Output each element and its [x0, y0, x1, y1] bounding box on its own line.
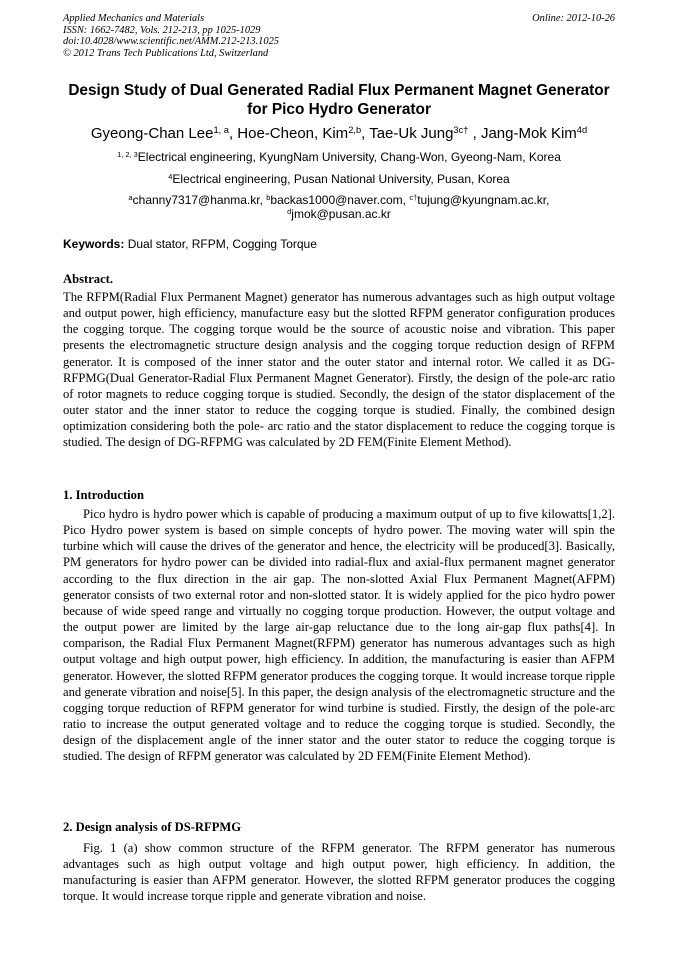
email-address: backas1000@naver.com, [270, 193, 410, 207]
abstract-heading: Abstract. [63, 272, 114, 286]
author-superscript: 1, a [213, 124, 229, 135]
email-superscript: a [128, 192, 133, 202]
issn-line: ISSN: 1662-7482, Vols. 212-213, pp 1025-1029 [63, 24, 261, 36]
journal-name: Applied Mechanics and Materials [63, 13, 205, 24]
abstract-text: The RFPM(Radial Flux Permanent Magnet) generator has numerous advantages such as high output voltage and output power, high efficiency, manufacture easy but the slotted RFPM generator configuration produces the cogging torque. The cogging torque would be the source of acoustic noise and vibration. This paper presents the electromagnetic structure design analysis and the cogging torque reduction design of RFPM generator. It is composed of the inner stator and the outer stator and internal rotor. We called it as DG-RFPMG(Dual Generator-Radial Flux Permanent Magnet Generator). Firstly, the design of the pole-arc ratio of rotor magnets to reduce cogging torque is studied. Secondly, the design of the stator displacement of the outer stator and the inner stator to reduce the cogging torque is studied. Finally, the combined design optimization considering both the pole- arc ratio and the stator displacement to reduce the cogging torque is studied. The design of DG-RFPMG was calculated by 2D FEM(Finite Element Method). [63, 290, 615, 450]
section2-heading: 2. Design analysis of DS-RFPMG [63, 820, 242, 834]
section2-text [63, 840, 615, 905]
affiliation-1 [63, 150, 615, 164]
email-superscript: b [266, 192, 271, 202]
author-separator: , [228, 125, 238, 142]
introduction-paragraph: Pico hydro is hydro power which is capable of producing a maximum output of up to five kilowatts[1,2]. Pico Hydro power system is based on simple concepts of hydro power. The moving water will spin the turbine which will cause the drives of the generator and hence, the electricity will be produced[3]. Basically, PM generators for hydro power can be divided into radial-flux and axial-flux permanent magnet generator according to the flux direction in the air gap. The non-slotted Axial Flux Permanent Magnet(AFPM) generator consists of two external rotor and non-slotted stator. It is widely applied for the pico hydro power because of wide speed range and virtually no cogging torque production. However, the output voltage and the output power are limited by the large air-gap reluctance due to the long air-gap flux paths[4]. In comparison, the Radial Flux Permanent Magnet(RFPM) generator has numerous advantages such as high output voltage and high output power, high efficiency. In addition, the manufacturing is easier than AFPM generator. However, the slotted RFPM generator produces the cogging torque. It would increase torque ripple and generate vibration and noise[5]. In this paper, the design analysis of the electromagnetic structure and the cogging torque reduction of RFPM generator for wind turbine is studied. Firstly, the design of the pole-arc ratio to increase the output generated voltage and to reduce the cogging torque is studied. Secondly, the design of the displacement angle of the inner stator and the outer stator to reduce the cogging torque is studied. The design of RFPM generator was calculated by 2D FEM(Finite Element Method). [63, 507, 615, 764]
keywords-label: Keywords: [63, 237, 125, 251]
affiliation-superscript: 1, 2, 3 [117, 149, 138, 159]
author-separator: , [361, 125, 370, 142]
author-name: Gyeong-Chan Lee [90, 125, 214, 142]
author-superscript: 2,b [348, 124, 362, 135]
email-superscript: d [287, 206, 292, 216]
email-list [63, 193, 615, 221]
section2-paragraph: Fig. 1 (a) show common structure of the RFPM generator. The RFPM generator has numerous advantages such as high output voltage and high output power, high efficiency. In addition, the manufacturing is easier than AFPM generator. However, the slotted RFPM generator produces the cogging torque. It would increase torque ripple and generate vibration and noise. [63, 841, 615, 904]
affiliation-text: Electrical engineering, KyungNam University, Chang-Won, Gyeong-Nam, Korea [137, 150, 561, 164]
author-name: Hoe-Cheon, Kim [237, 125, 349, 142]
email-line [63, 193, 615, 207]
copyright-line: © 2012 Trans Tech Publications Ltd, Switzerland [63, 47, 269, 59]
author-superscript: 3c† [453, 124, 469, 135]
doi-line: doi:10.4028/www.scientific.net/AMM.212-213.1025 [63, 36, 279, 48]
author-list [40, 124, 638, 144]
introduction-text [63, 506, 615, 765]
email-superscript: c† [409, 192, 418, 202]
online-date: Online: 2012-10-26 [532, 13, 615, 24]
author-superscript: 4d [576, 124, 588, 135]
paper-title: Design Study of Dual Generated Radial Flux Permanent Magnet Generator for Pico Hydro Generator [68, 82, 610, 118]
keywords-text: Dual stator, RFPM, Cogging Torque [127, 237, 317, 251]
affiliation-superscript: 4 [168, 171, 173, 181]
introduction-heading: 1. Introduction [63, 488, 144, 502]
journal-header [63, 13, 615, 59]
email-line [63, 207, 615, 221]
affiliation-text: Electrical engineering, Pusan National University, Pusan, Korea [172, 172, 510, 186]
email-address: jmok@pusan.ac.kr [291, 207, 391, 221]
email-address: channy7317@hanma.kr, [132, 193, 267, 207]
author-separator: , [468, 125, 481, 142]
email-address: tujung@kyungnam.ac.kr, [417, 193, 550, 207]
affiliation-2 [63, 172, 615, 186]
keywords [63, 237, 317, 251]
author-name: Jang-Mok Kim [480, 125, 577, 142]
author-name: Tae-Uk Jung [369, 125, 454, 142]
